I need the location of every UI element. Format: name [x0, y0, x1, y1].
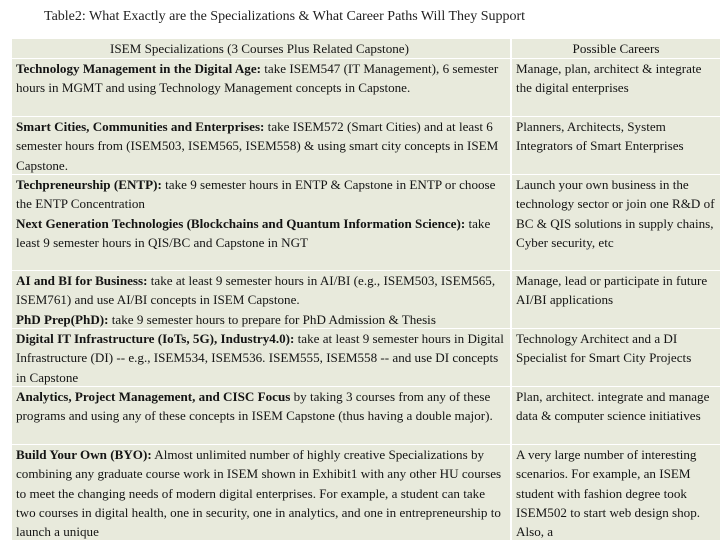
table-title: Table2: What Exactly are the Specializations & What Career Paths Will They Support: [44, 9, 526, 24]
header-careers: Possible Careers: [572, 41, 660, 56]
table-row: [12, 59, 509, 98]
specialization-description: take ISEM572 (Smart Cities) and at least 6 semester hours from (ISEM503, ISEM565, ISEM558) & using smart city concepts in ISEM Capstone.: [16, 119, 499, 173]
career-cell: Technology Architect and a DI Specialist for Smart City Projects: [516, 331, 692, 366]
specialization-name: Technology Management in the Digital Age:: [16, 61, 262, 76]
specialization-name: PhD Prep(PhD):: [16, 311, 109, 327]
table-row: [12, 387, 509, 426]
career-cell: Planners, Architects, System Integrators of Smart Enterprises: [516, 119, 684, 154]
table-row: [12, 329, 509, 387]
specialization-description: take 9 semester hours in ENTP & Capstone in ENTP or choose the ENTP Concentration: [16, 177, 496, 212]
header-specializations: ISEM Specializations (3 Courses Plus Related Capstone): [110, 41, 409, 56]
specialization-name: Techpreneurship (ENTP):: [16, 177, 162, 192]
table-row: [12, 445, 509, 541]
specialization-description: take 9 semester hours to prepare for PhD Admission & Thesis: [108, 311, 436, 327]
specialization-name: Smart Cities, Communities and Enterprises:: [16, 119, 265, 134]
career-cell: Plan, architect. integrate and manage data & computer science initiatives: [516, 389, 710, 424]
specialization-name: Next Generation Technologies (Blockchains and Quantum Information Science):: [16, 215, 466, 231]
specialization-name: Build Your Own (BYO):: [16, 447, 152, 462]
career-cell: Manage, lead or participate in future AI/BI applications: [516, 273, 708, 308]
table-row: [12, 117, 509, 175]
specialization-name: Digital IT Infrastructure (IoTs, 5G), Industry4.0):: [16, 331, 295, 346]
specialization-description: Almost unlimited number of highly creative Specializations by combining any graduate course work in ISEM shown in Exhibit1 with any other HU courses to meet the changing needs of modern digital enterprises. For example, a student can take two courses in digital health, one in security, one in analytics, and one in entrepreneurship to launch a unique: [16, 447, 502, 540]
specializations-table: [12, 39, 720, 540]
specialization-description: take least 9 semester hours in QIS/BC and Capstone in NGT: [16, 215, 491, 250]
career-cell: Manage, plan, architect & integrate the digital enterprises: [516, 61, 702, 96]
specialization-name: AI and BI for Business:: [16, 273, 148, 288]
specialization-description: take ISEM547 (IT Management), 6 semester hours in MGMT and using Technology Management concepts in Capstone.: [16, 61, 499, 96]
table-row: [12, 175, 509, 252]
career-cell: A very large number of interesting scenarios. For example, an ISEM student with fashion degree took ISEM502 to start web design shop. Also, a: [516, 447, 701, 540]
specialization-description: take at least 9 semester hours in AI/BI (e.g., ISEM503, ISEM565, ISEM761) and use AI/BI concepts in ISEM Capstone.: [16, 273, 496, 308]
career-cell: Launch your own business in the technology sector or join one R&D of BC & QIS solutions in supply chains, Cyber security, etc: [516, 177, 715, 250]
table-row: [12, 271, 509, 329]
specialization-description: take at least 9 semester hours in Digital Infrastructure (DI) -- e.g., ISEM534, ISEM536. ISEM555, ISEM558 -- and use DI concepts in Capstone: [16, 331, 504, 385]
specialization-name: Analytics, Project Management, and CISC Focus: [16, 389, 291, 404]
specialization-description: by taking 3 courses from any of these programs and using any of these concepts in ISEM Capstone (thus having a double major).: [16, 389, 493, 424]
